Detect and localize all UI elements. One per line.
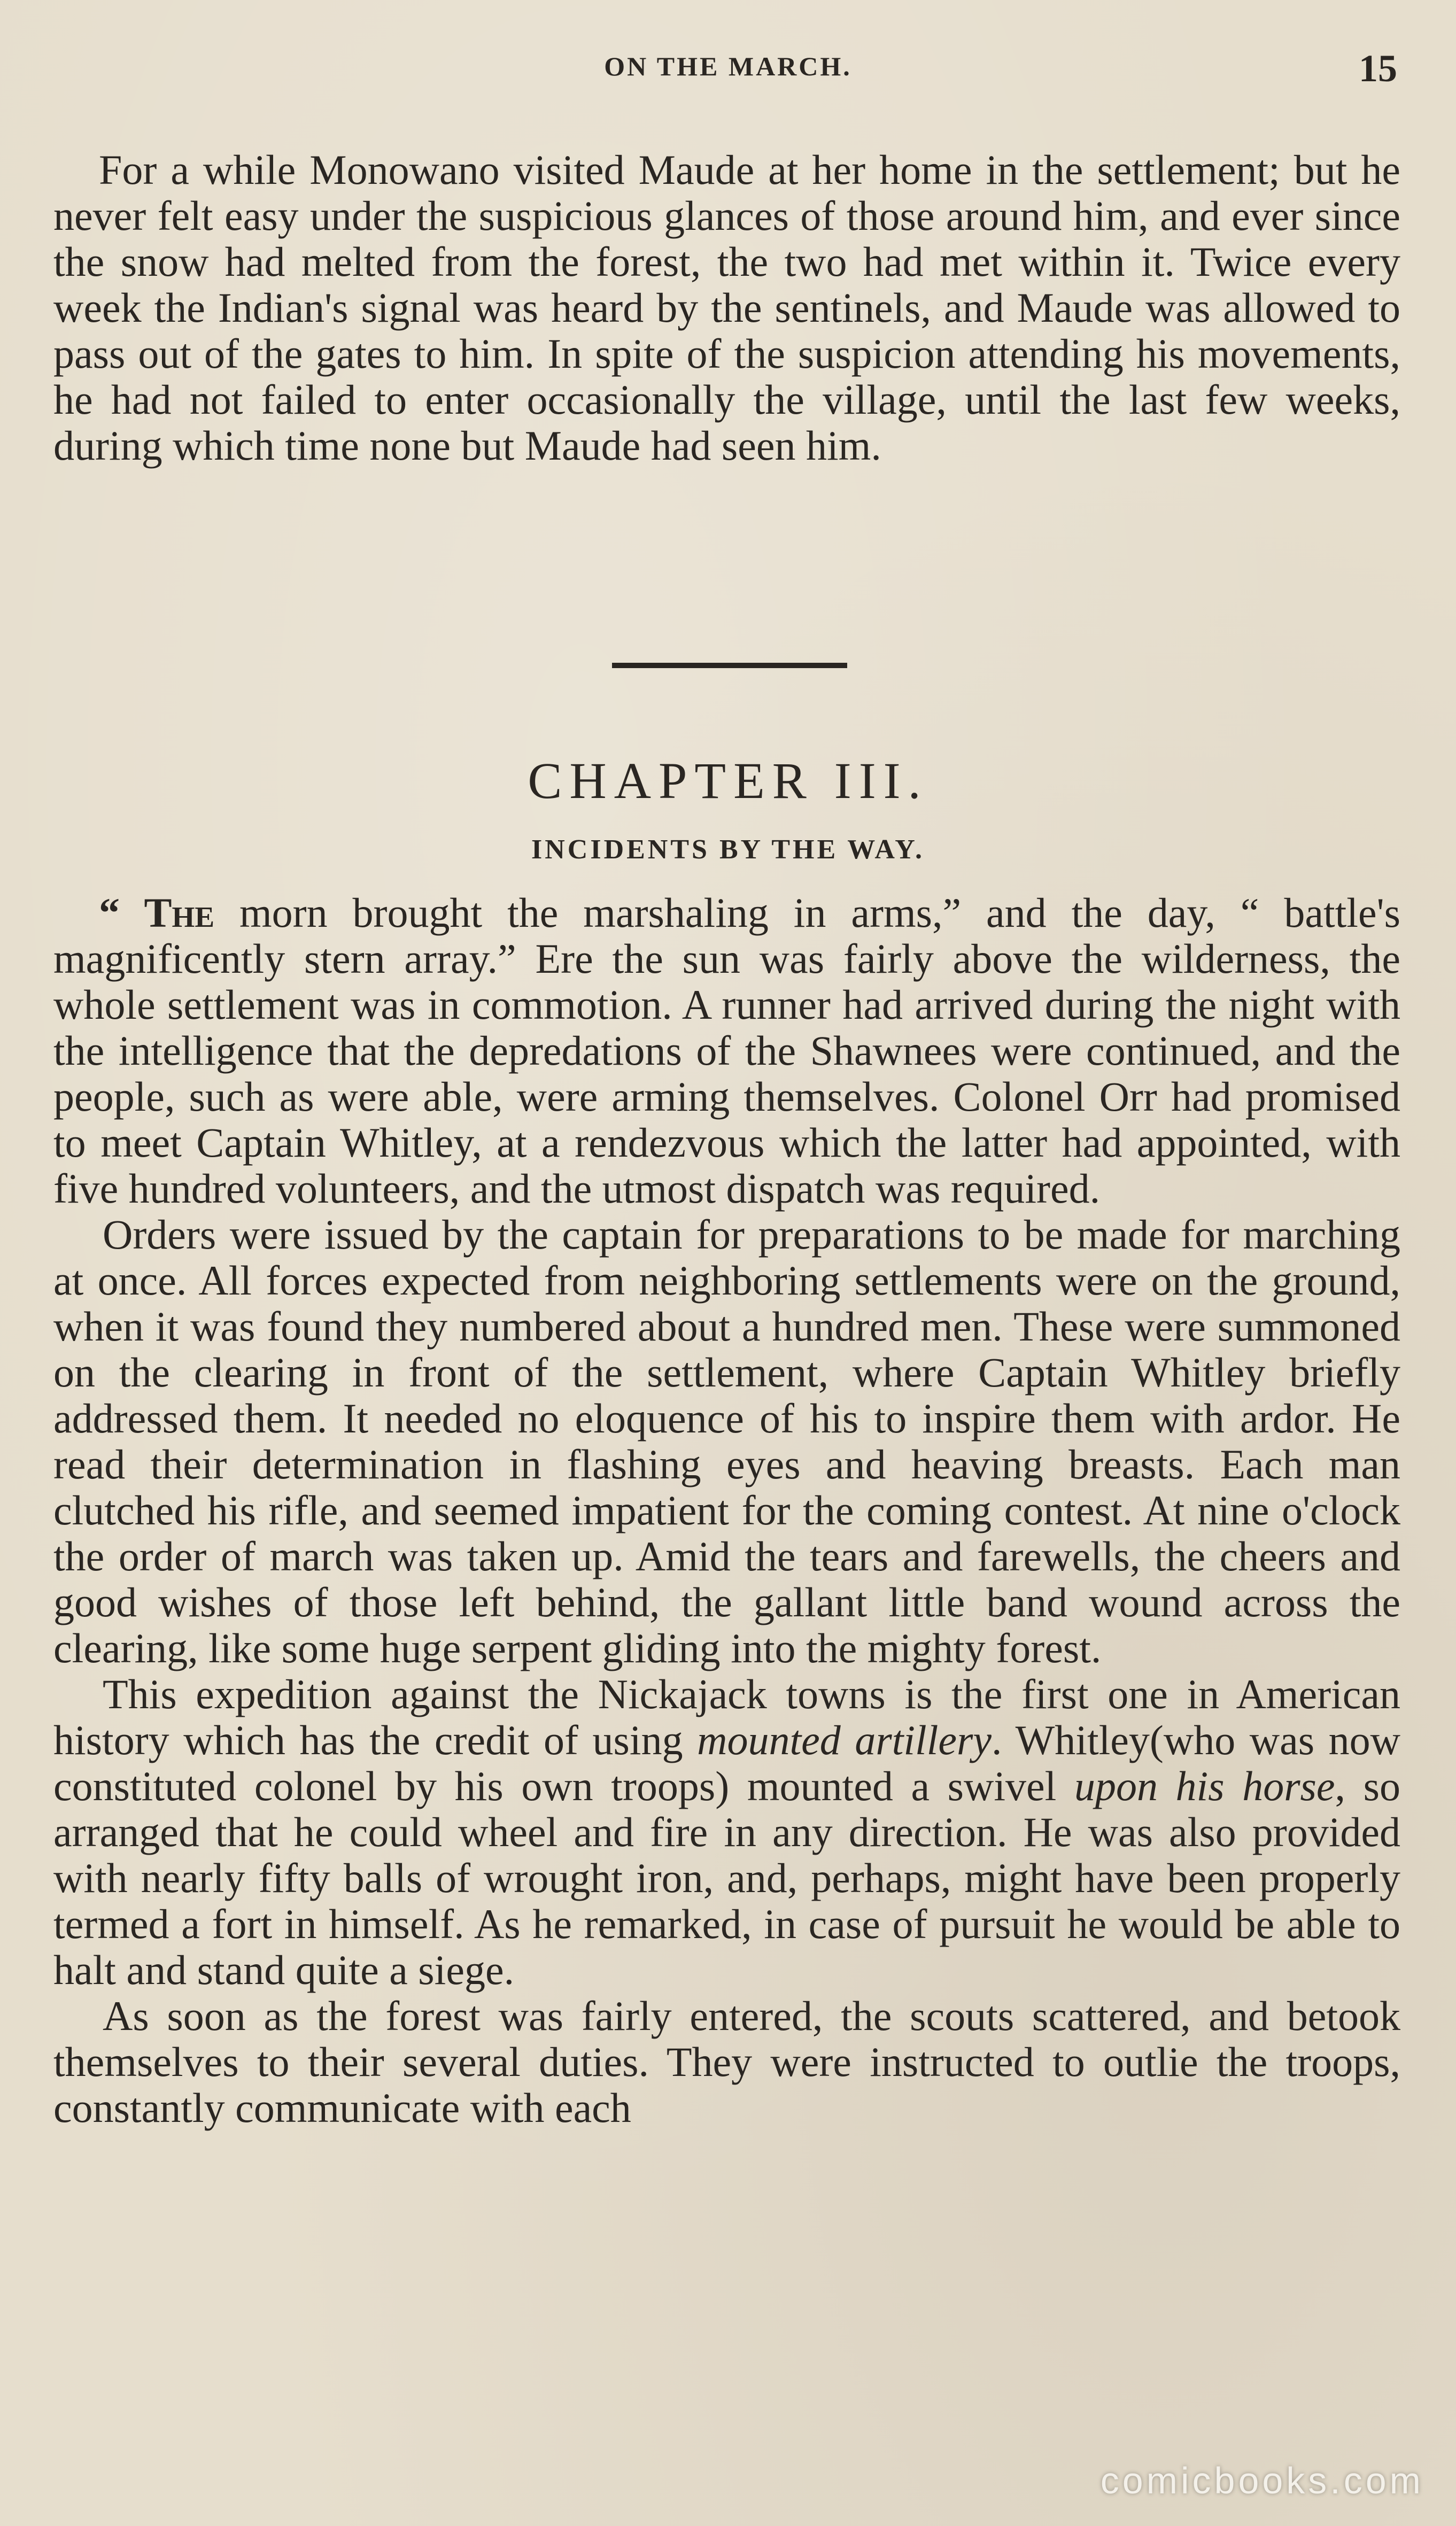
chapter-body (53, 890, 1400, 2131)
running-title: ON THE MARCH. (604, 51, 852, 81)
intro-paragraph: For a while Monowano visited Maude at her home in the settlement; but he never felt easy under the suspicious glances of those around him, and ever since the snow had melted from the forest, the two had met within it. Twice every week the Indian's signal was heard by the sentinels, and Maude was allowed to pass out of the gates to him. In spite of the suspicion attending his movements, he had not failed to enter occasionally the village, until the last few weeks, during which time none but Maude had seen him. (53, 146, 1400, 469)
chapter-paragraph-1 (53, 890, 1400, 1212)
chapter-paragraph-2: Orders were issued by the captain for preparations to be made for marching at once. All forces expected from neighboring settlements were on the ground, when it was found they numbered about a hundred men. These were summoned on the clearing in front of the settlement, where Captain Whitley briefly addressed them. It needed no eloquence of his to inspire them with ardor. He read their determination in flashing eyes and heaving breasts. Each man clutched his rifle, and seemed impatient for the coming contest. At nine o'clock the order of march was taken up. Amid the tears and farewells, the cheers and good wishes of those left behind, the gallant little band wound across the clearing, like some huge serpent gliding into the mighty forest. (53, 1211, 1400, 1671)
running-header (53, 47, 1403, 99)
section-divider-rule (612, 663, 847, 668)
paragraph-1-text: morn brought the marshaling in arms,” and the day, “ battle's magnificently stern array.” Ere the sun was fairly above the wilderness, the whole settlement was in commotion. A runner had arrived during the night with the intelligence that the depredations of the Shawnees were continued, and the people, such as were able, were arming themselves. Colonel Orr had promised to meet Captain Whitley, at a rendezvous which the latter had appointed, with five hundred volunteers, and the utmost dispatch was required. (53, 889, 1400, 1212)
paragraph-3-text-a: This expedition against the Nickajack towns is the first one in American history which has the credit of using (53, 1671, 1400, 1763)
page-number: 15 (1359, 47, 1397, 90)
italic-upon-his-horse: upon his horse (1074, 1763, 1335, 1809)
italic-mounted-artillery: mounted artillery (697, 1717, 992, 1763)
paragraph-3-text-b: . Whitley(who was now constituted colonel by his own troops) mounted a swivel (53, 1717, 1400, 1809)
paragraph-lead-smallcaps: “ The (99, 889, 215, 936)
paragraph-3-text-c: , so arranged that he could wheel and fire in any direction. He was also provided with nearly fifty balls of wrought iron, and, perhaps, might have been properly termed a fort in himself. As he remarked, in case of pursuit he would be able to halt and stand quite a siege. (53, 1763, 1400, 1993)
chapter-title: CHAPTER III. (528, 752, 928, 809)
site-watermark: comicbooks.com (1100, 2460, 1424, 2501)
chapter-paragraph-3 (53, 1671, 1400, 1993)
intro-text-block (53, 147, 1400, 469)
chapter-subtitle: INCIDENTS BY THE WAY. (531, 834, 925, 865)
chapter-paragraph-4: As soon as the forest was fairly entered, the scouts scattered, and betook themselves to their several duties. They were instructed to outlie the troops, constantly communicate with each (53, 1993, 1400, 2131)
